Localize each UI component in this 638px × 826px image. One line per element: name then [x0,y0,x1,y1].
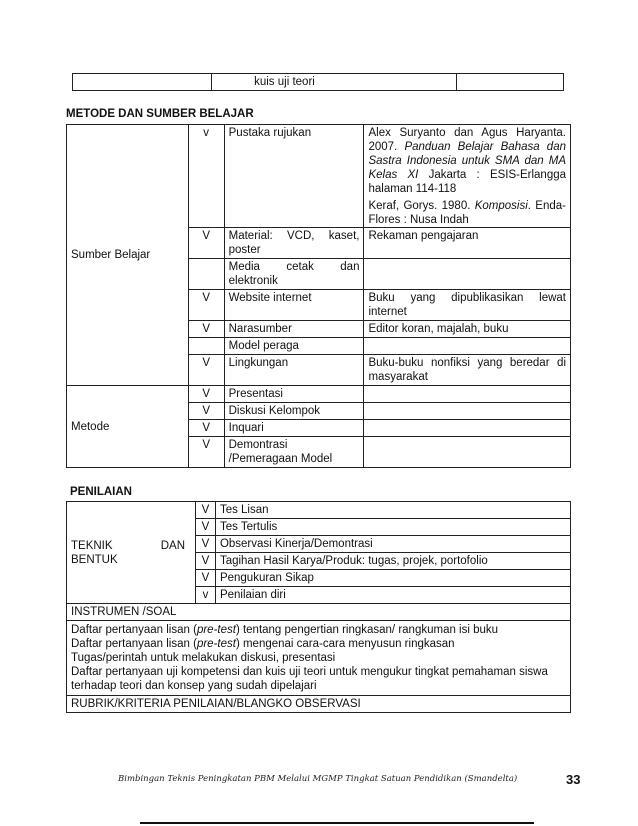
penilaian-mark: V [195,553,215,570]
sumber-desc: Buku yang dipublikasikan lewat internet [364,290,571,321]
top-row-cell-2 [212,74,457,91]
metode-item: Diskusi Kelompok [224,403,364,420]
metode-mark: V [188,403,224,420]
top-row-text: kuis uji teori [254,76,315,88]
reference-entry: Keraf, Gorys. 1980. Komposisi. Enda-Flores : Nusa Indah [368,200,566,226]
page-number: 33 [566,772,581,787]
teknik-label: TEKNIK DAN BENTUK [67,502,196,604]
penilaian-mark: V [195,502,215,519]
instrumen-line: Daftar pertanyaan lisan (pre-test) mengenai cara-cara menyusun ringkasan [71,638,455,650]
metode-desc [364,386,571,403]
metode-sumber-heading: METODE DAN SUMBER BELAJAR [66,108,254,120]
instrumen-list [67,621,571,696]
penilaian-item: Tagihan Hasil Karya/Produk: tugas, projek, portofolio [215,553,570,570]
metode-mark: V [188,437,224,468]
sumber-desc: Editor koran, majalah, buku [364,321,571,338]
penilaian-item: Tes Lisan [215,502,570,519]
penilaian-mark: V [195,519,215,536]
sumber-mark [188,259,224,290]
top-row-cell-1 [73,74,212,91]
metode-item: Demontrasi /Pemeragaan Model [224,437,364,468]
sumber-item: Pustaka rujukan [224,125,364,228]
rubrik-label: RUBRIK/KRITERIA PENILAIAN/BLANGKO OBSERVASI [67,696,571,713]
footer-text: Bimbingan Teknis Peningkatan PBM Melalui MGMP Tingkat Satuan Pendidikan (Smandelta) [118,774,518,784]
metode-desc [364,403,571,420]
sumber-desc: Rekaman pengajaran [364,228,571,259]
penilaian-item: Penilaian diri [215,587,570,604]
sumber-desc: Buku-buku nonfiksi yang beredar di masyarakat [364,355,571,386]
instrumen-line: Daftar pertanyaan uji kompetensi dan kuis uji teori untuk mengukur tingkat pemahaman siswa terhadap teori dan konsep yang sudah dipelajari [71,666,548,692]
top-row-table [72,73,564,91]
metode-desc [364,420,571,437]
sumber-item: Material: VCD, kaset, poster [224,228,364,259]
penilaian-item: Pengukuran Sikap [215,570,570,587]
penilaian-item: Tes Tertulis [215,519,570,536]
sumber-item: Website internet [224,290,364,321]
sumber-desc [364,125,571,228]
penilaian-mark: v [195,587,215,604]
metode-item: Presentasi [224,386,364,403]
metode-label: Metode [67,386,189,468]
metode-mark: V [188,386,224,403]
instrumen-line: Daftar pertanyaan lisan (pre-test) tentang pengertian ringkasan/ rangkuman isi buku [71,624,499,636]
sumber-mark: V [188,321,224,338]
penilaian-item: Observasi Kinerja/Demontrasi [215,536,570,553]
footer-divider [140,822,534,824]
metode-desc [364,437,571,468]
sumber-mark: V [188,228,224,259]
sumber-item: Narasumber [224,321,364,338]
instrumen-line: Tugas/perintah untuk melakukan diskusi, presentasi [71,652,336,664]
top-row-cell-3 [457,74,564,91]
sumber-mark: V [188,290,224,321]
sumber-belajar-label: Sumber Belajar [67,125,189,386]
sumber-desc [364,338,571,355]
sumber-desc [364,259,571,290]
metode-sumber-table [66,124,571,468]
sumber-item: Lingkungan [224,355,364,386]
metode-item: Inquari [224,420,364,437]
sumber-mark: V [188,355,224,386]
sumber-item: Media cetak dan elektronik [224,259,364,290]
sumber-item: Model peraga [224,338,364,355]
metode-mark: V [188,420,224,437]
sumber-mark: v [188,125,224,228]
penilaian-mark: V [195,536,215,553]
reference-entry: Alex Suryanto dan Agus Haryanta. 2007. Panduan Belajar Bahasa dan Sastra Indonesia untuk SMA dan MA Kelas XI Jakarta : ESIS-Erlangga halaman 114-118 [368,127,567,195]
sumber-mark [188,338,224,355]
penilaian-table [66,501,571,713]
instrumen-label: INSTRUMEN /SOAL [67,604,571,621]
penilaian-mark: V [195,570,215,587]
penilaian-heading: PENILAIAN [70,486,132,498]
